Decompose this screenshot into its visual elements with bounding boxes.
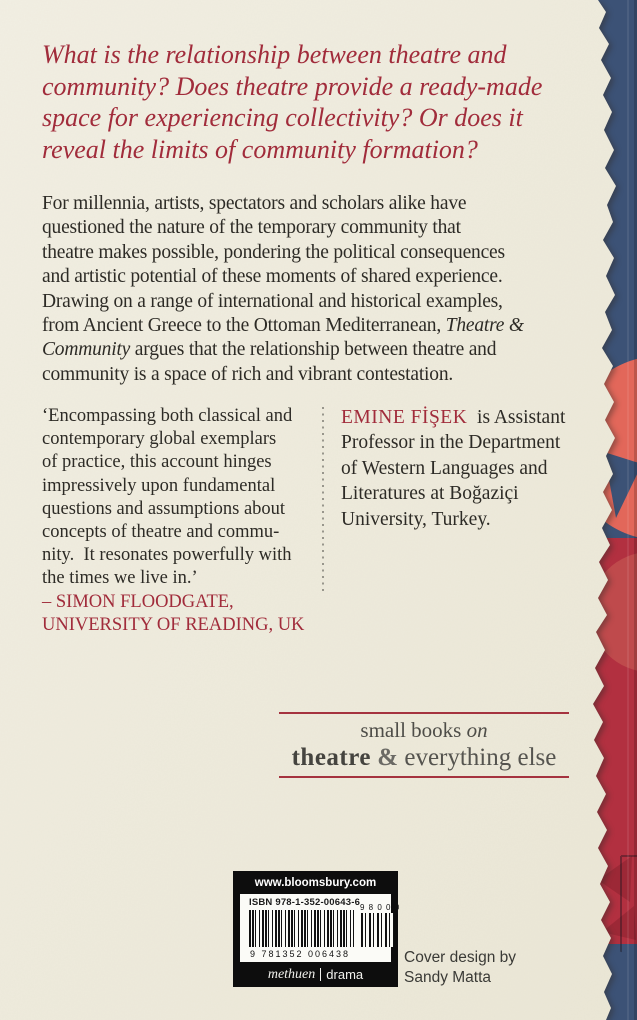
author-name: EMINE FİŞEK (341, 407, 468, 428)
quote-line: questions and assumptions about (42, 498, 286, 519)
synopsis-line: Community argues that the relationship between theatre and (42, 339, 497, 361)
book-title-italic: Community (42, 339, 131, 361)
quote-line: nity. It resonates powerfully with (42, 545, 292, 566)
credit-line: Cover design by (404, 949, 517, 966)
barcode-block (233, 871, 401, 987)
series-logo (279, 712, 569, 778)
quote-attribution: – SIMON FLOODGATE, (42, 591, 234, 612)
synopsis-line: from Ancient Greece to the Ottoman Mediterranean, Theatre & (42, 315, 524, 337)
series-logo-line1: small books on (360, 718, 488, 742)
imprint-methuen: methuen (267, 966, 316, 982)
barcode-addon-digits: 9 8 0 0 0 (360, 903, 401, 912)
ean-barcode-bars (249, 910, 354, 947)
book-title-italic: Theatre & (445, 315, 524, 337)
imprint-separator (320, 968, 321, 981)
bio-line: Professor in the Department (341, 432, 561, 454)
tagline-line: reveal the limits of community formation? (42, 134, 478, 164)
quote-line: concepts of theatre and commu- (42, 522, 280, 543)
ean-addon-bars (361, 913, 394, 947)
quote-line: contemporary global exemplars (42, 429, 277, 450)
barcode-panel (240, 894, 401, 962)
tagline-questions (42, 39, 572, 165)
synopsis-paragraph (42, 192, 572, 387)
tagline-line: What is the relationship between theatre and (42, 40, 507, 69)
synopsis-line: theatre makes possible, pondering the political consequences (42, 241, 505, 263)
imprint-drama: drama (326, 967, 364, 982)
tagline-line: community? Does theatre provide a ready-made (42, 71, 543, 101)
bio-line: EMINE FİŞEK is Assistant (341, 407, 566, 428)
synopsis-line: Drawing on a range of international and historical examples, (42, 290, 503, 312)
quote-line: the times we live in.’ (42, 568, 198, 589)
dotted-divider (322, 407, 324, 593)
synopsis-line: For millennia, artists, spectators and scholars alike have (42, 193, 467, 214)
series-rule-top (279, 712, 569, 714)
review-quote (42, 405, 312, 637)
author-bio (341, 405, 586, 532)
bio-line: University, Turkey. (341, 508, 491, 530)
bio-line: Literatures at Boğaziçi (341, 483, 519, 505)
publisher-url: www.bloomsbury.com (254, 876, 377, 889)
ean-digits: 9 781352 006438 (249, 949, 351, 959)
tagline-line: space for experiencing collectivity? Or does it (42, 103, 523, 132)
cover-design-credit (404, 948, 516, 987)
synopsis-line: questioned the nature of the temporary community that (42, 217, 461, 239)
ampersand-glyph: & (377, 744, 399, 771)
quote-line: of practice, this account hinges (42, 452, 272, 473)
quote-attribution: UNIVERSITY OF READING, UK (42, 614, 305, 635)
bio-line: of Western Languages and (341, 457, 548, 479)
synopsis-line: and artistic potential of these moments of shared experience. (42, 266, 503, 288)
quote-line: ‘Encompassing both classical and (42, 406, 293, 426)
isbn-label: ISBN 978-1-352-00643-6 (249, 897, 361, 908)
series-rule-bottom (279, 776, 569, 778)
quote-line: impressively upon fundamental (42, 475, 276, 496)
series-logo-line2: theatre & everything else (291, 744, 557, 771)
imprint-logo (233, 962, 398, 987)
synopsis-line: community is a space of rich and vibrant contestation. (42, 363, 454, 385)
credit-line: Sandy Matta (404, 968, 492, 986)
